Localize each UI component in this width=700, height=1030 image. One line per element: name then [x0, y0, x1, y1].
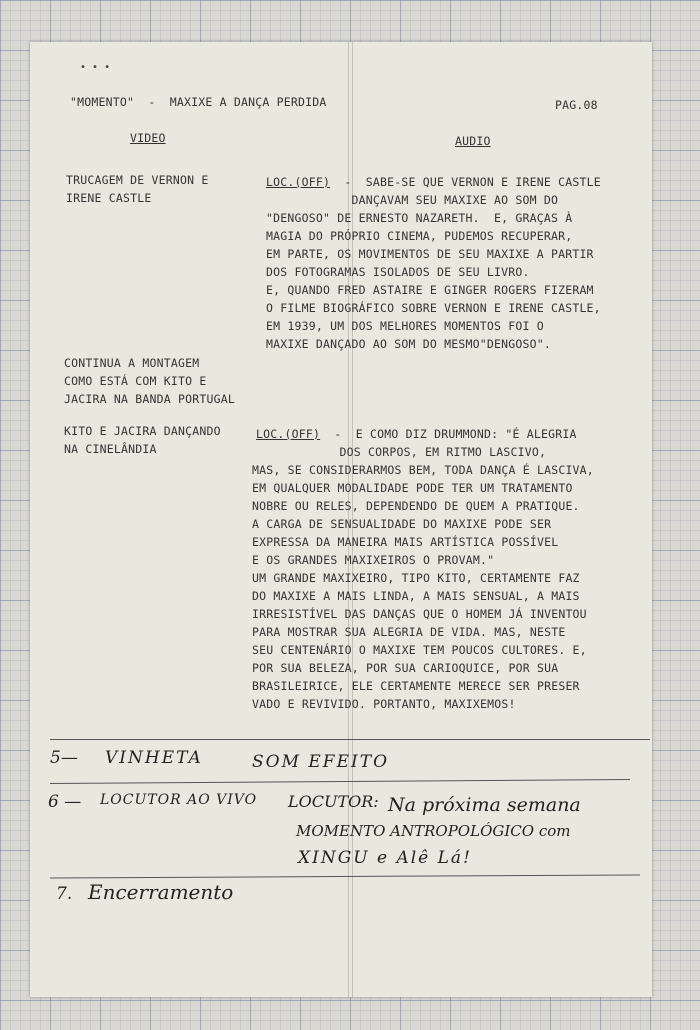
- handwritten-row-number: 6 —: [48, 792, 82, 812]
- handwritten-audio-cue: SOM EFEITO: [252, 752, 389, 772]
- video-cue-line: KITO E JACIRA DANÇANDO: [64, 424, 221, 438]
- handwritten-rule: [50, 874, 640, 878]
- handwritten-row-number: 5—: [50, 748, 78, 768]
- video-cue-line: TRUCAGEM DE VERNON E: [66, 173, 209, 187]
- script-page: [30, 42, 652, 997]
- video-cue-line: IRENE CASTLE: [66, 191, 152, 205]
- video-cue-line: JACIRA NA BANDA PORTUGAL: [64, 392, 235, 406]
- handwritten-row-number: 7.: [56, 884, 73, 904]
- handwritten-audio-line: XINGU e Alê Lá!: [298, 848, 472, 868]
- audio-line: DOS FOTOGRAMAS ISOLADOS DE SEU LIVRO.: [266, 265, 530, 279]
- audio-line-text: - SABE-SE QUE VERNON E IRENE CASTLE: [330, 175, 601, 189]
- audio-line: VADO E REVIVIDO. PORTANTO, MAXIXEMOS!: [252, 697, 516, 711]
- audio-line-text: - E COMO DIZ DRUMMOND: "É ALEGRIA: [320, 427, 577, 441]
- audio-line: EXPRESSA DA MANEIRA MAIS ARTÍSTICA POSSÍVEL: [252, 535, 559, 549]
- audio-line: SEU CENTENÁRIO O MAXIXE TEM POUCOS CULTORES. E,: [252, 643, 587, 657]
- video-cue-line: CONTINUA A MONTAGEM: [64, 356, 200, 370]
- video-cue-line: COMO ESTÁ COM KITO E: [64, 374, 207, 388]
- handwritten-audio-line: Na próxima semana: [388, 794, 581, 816]
- speaker-label: LOC.(OFF): [266, 175, 331, 189]
- audio-line: E OS GRANDES MAXIXEIROS O PROVAM.": [252, 553, 495, 567]
- audio-line: A CARGA DE SENSUALIDADE DO MAXIXE PODE SER: [252, 517, 552, 531]
- audio-line: POR SUA BELEZA, POR SUA CARIOQUICE, POR SUA: [252, 661, 559, 675]
- audio-line: PARA MOSTRAR SUA ALEGRIA DE VIDA. MAS, NESTE: [252, 625, 566, 639]
- audio-line: O FILME BIOGRÁFICO SOBRE VERNON E IRENE CASTLE,: [266, 301, 601, 315]
- speaker-label: LOC.(OFF): [256, 427, 321, 441]
- audio-line: E, QUANDO FRED ASTAIRE E GINGER ROGERS FIZERAM: [266, 283, 594, 297]
- audio-line: NOBRE OU RELES, DEPENDENDO DE QUEM A PRATIQUE.: [252, 499, 580, 513]
- audio-line: BRASILEIRICE, ELE CERTAMENTE MERECE SER PRESER: [252, 679, 580, 693]
- audio-line: EM QUALQUER MODALIDADE PODE TER UM TRATAMENTO: [252, 481, 573, 495]
- audio-line: EM 1939, UM DOS MELHORES MOMENTOS FOI O: [266, 319, 544, 333]
- handwritten-rule: [50, 739, 650, 740]
- audio-line: MAGIA DO PRÓPRIO CINEMA, PUDEMOS RECUPERAR,: [266, 229, 573, 243]
- video-cue-line: NA CINELÂNDIA: [64, 442, 157, 456]
- page-number: PAG.08: [555, 98, 598, 112]
- audio-line: EM PARTE, OS MOVIMENTOS DE SEU MAXIXE A PARTIR: [266, 247, 594, 261]
- audio-line: IRRESISTÍVEL DAS DANÇAS QUE O HOMEM JÁ INVENTOU: [252, 607, 587, 621]
- audio-column-header: AUDIO: [455, 134, 491, 148]
- audio-line: DANÇAVAM SEU MAXIXE AO SOM DO: [266, 193, 559, 207]
- handwritten-video-cue: Encerramento: [88, 880, 234, 904]
- audio-line-first: [256, 426, 577, 444]
- handwritten-audio-line: MOMENTO ANTROPOLÓGICO com: [296, 822, 571, 840]
- handwritten-rule: [50, 779, 630, 784]
- audio-line: "DENGOSO" DE ERNESTO NAZARETH. E, GRAÇAS À: [266, 211, 573, 225]
- audio-line: UM GRANDE MAXIXEIRO, TIPO KITO, CERTAMENTE FAZ: [252, 571, 580, 585]
- ink-dots: • • •: [80, 62, 111, 73]
- handwritten-video-cue: LOCUTOR AO VIVO: [100, 792, 258, 808]
- audio-line: MAS, SE CONSIDERARMOS BEM, TODA DANÇA É LASCIVA,: [252, 463, 594, 477]
- handwritten-video-cue: VINHETA: [105, 748, 203, 768]
- video-column-header: VIDEO: [130, 131, 166, 145]
- audio-line-first: [266, 174, 601, 192]
- audio-line: MAXIXE DANÇADO AO SOM DO MESMO"DENGOSO".: [266, 337, 551, 351]
- handwritten-speaker: LOCUTOR:: [288, 792, 379, 811]
- audio-line: DOS CORPOS, EM RITMO LASCIVO,: [254, 445, 547, 459]
- script-title: "MOMENTO" - MAXIXE A DANÇA PERDIDA: [70, 95, 327, 109]
- audio-line: DO MAXIXE A MAIS LINDA, A MAIS SENSUAL, A MAIS: [252, 589, 580, 603]
